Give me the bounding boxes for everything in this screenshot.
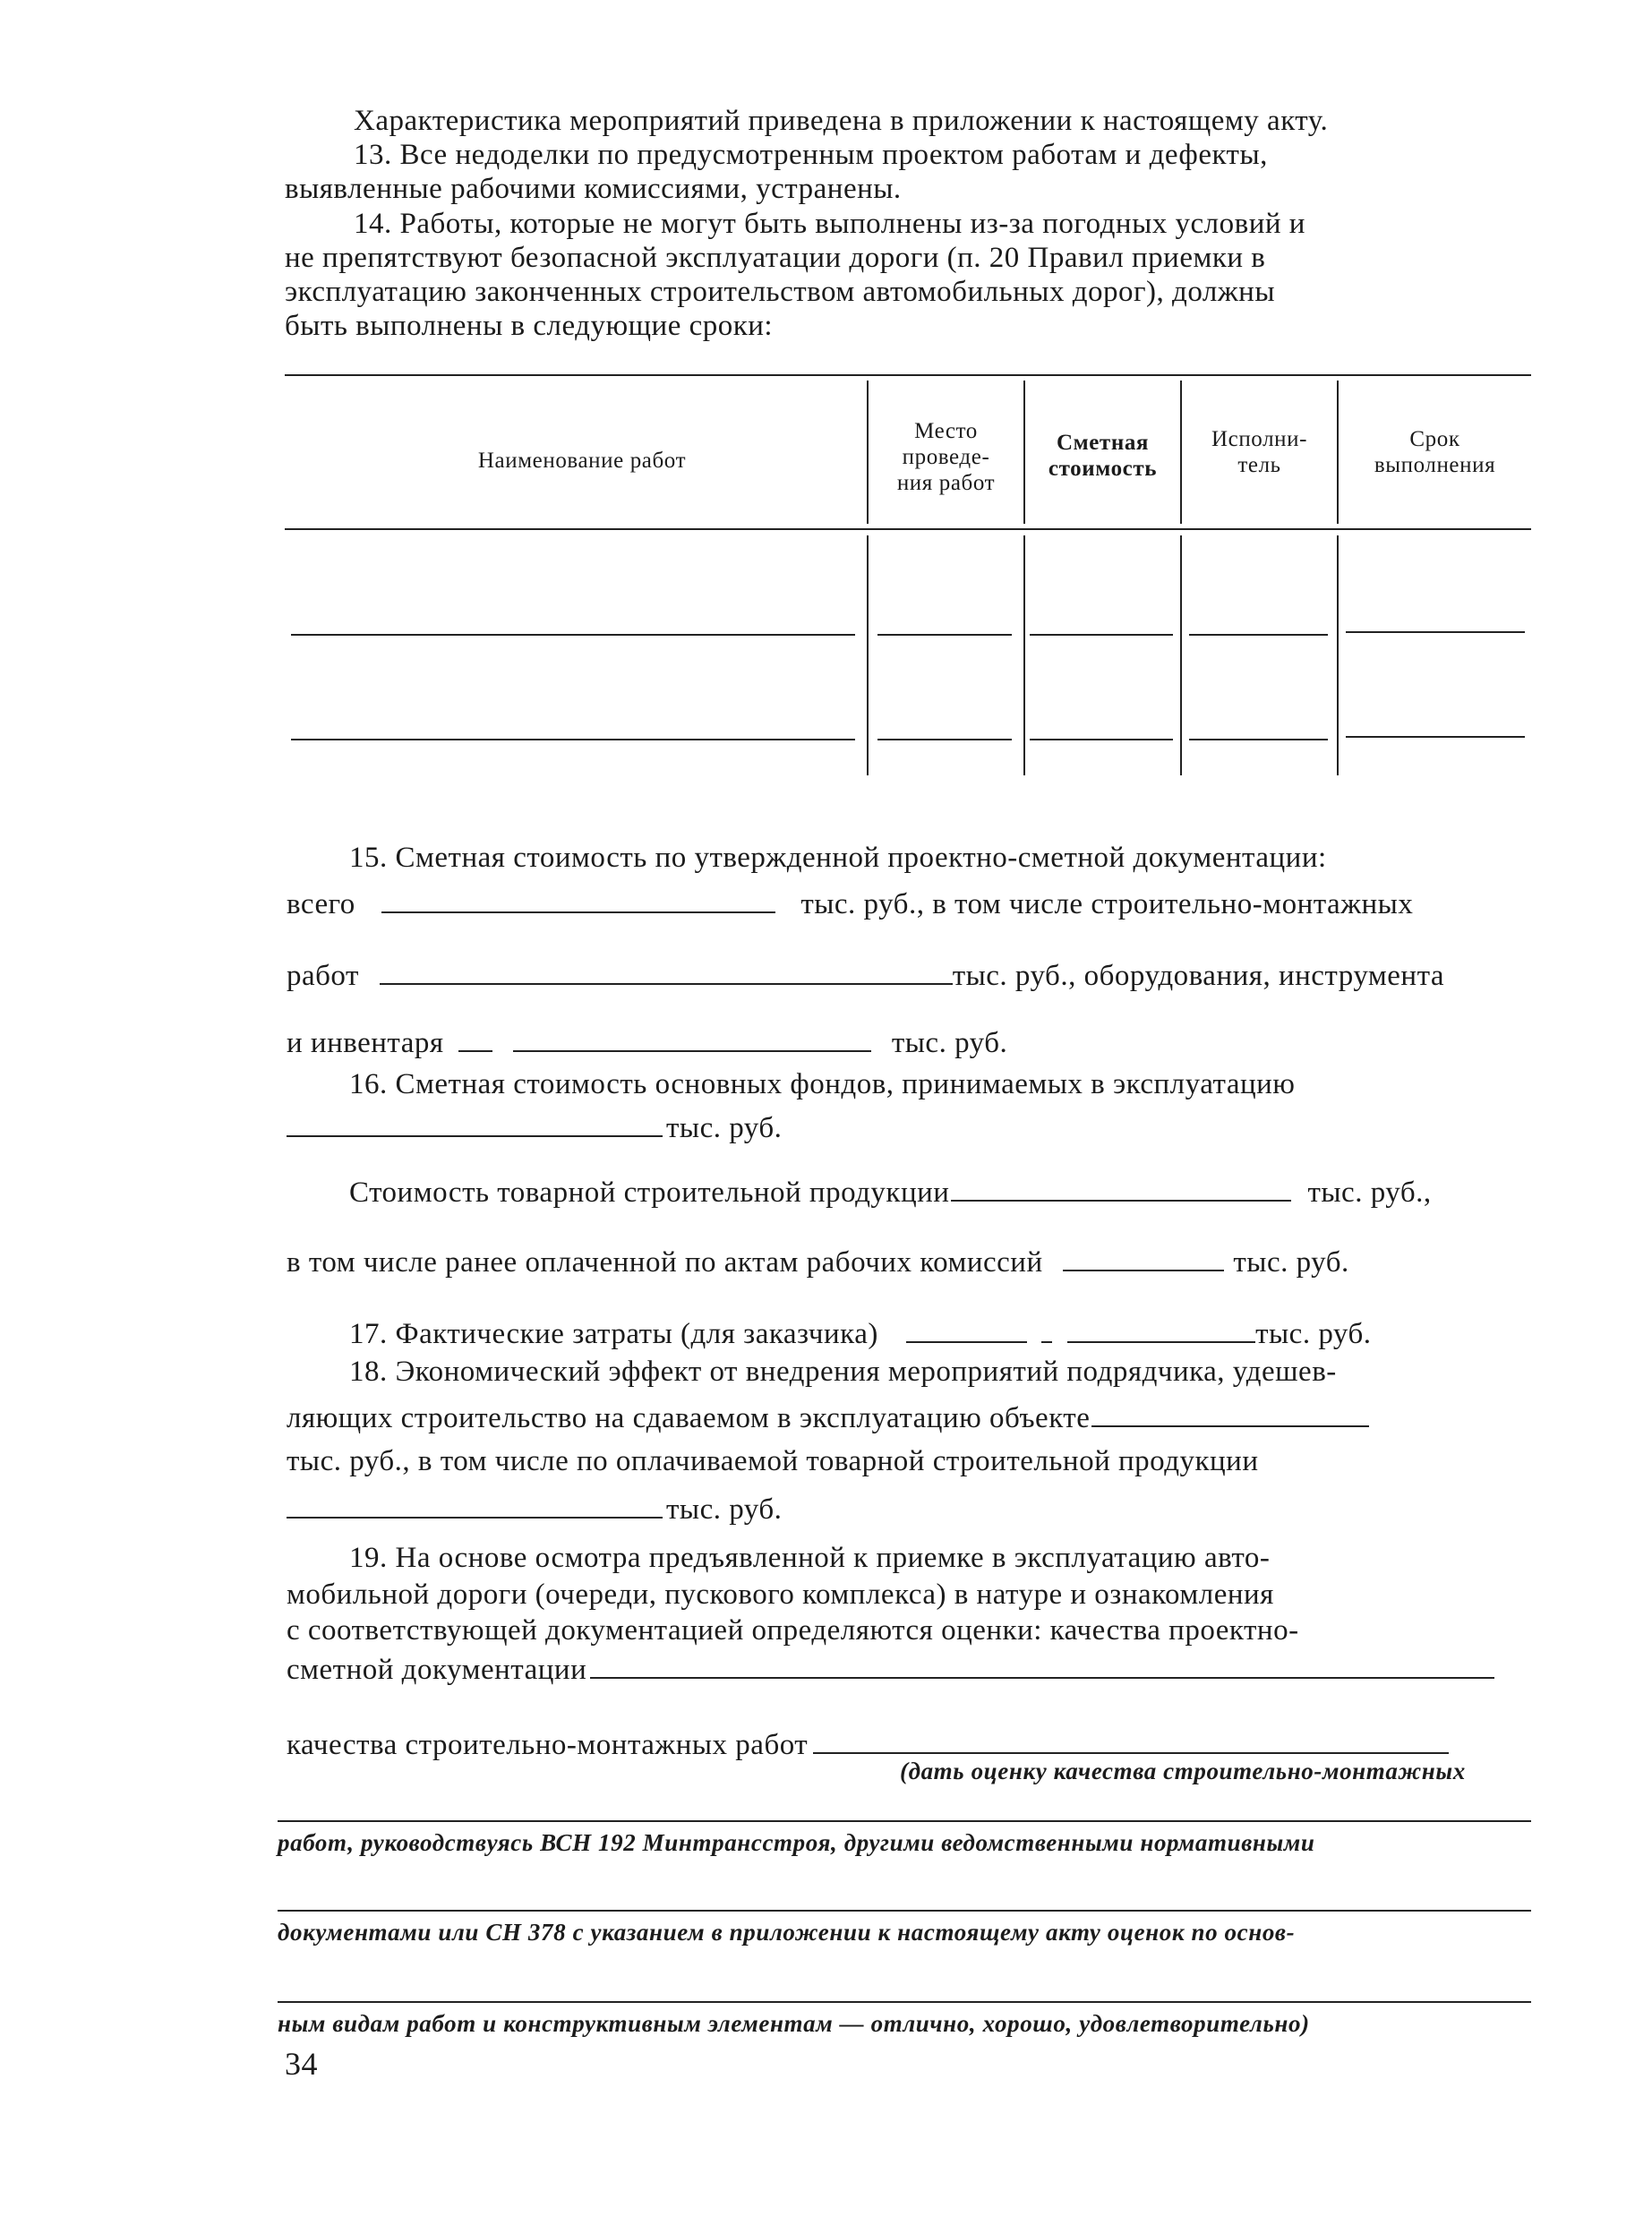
header-text: Срок bbox=[1409, 427, 1460, 451]
p19-line1: 19. На основе осмотра предъявленной к приемке в эксплуатацию авто- bbox=[349, 1542, 1271, 1574]
p19-line4 bbox=[287, 1650, 1494, 1687]
table-row-line bbox=[1030, 739, 1173, 740]
product-effect-field[interactable] bbox=[287, 1490, 663, 1519]
p16-line2 bbox=[287, 1108, 782, 1145]
quality-note-line4: ным видам работ и конструктивным элементам — отлично, хорошо, удовлетворительно) bbox=[278, 2010, 1310, 2037]
economic-effect-field[interactable] bbox=[1091, 1399, 1369, 1427]
p18-line2 bbox=[287, 1399, 1369, 1435]
table-row-line bbox=[1030, 634, 1173, 636]
p14-line3: эксплуатацию законченных строительством автомобильных дорог), должны bbox=[285, 276, 1276, 308]
header-text: проведе- bbox=[902, 445, 990, 469]
p19-line2: мобильной дороги (очереди, пускового комплекса) в натуре и ознакомления bbox=[287, 1578, 1274, 1611]
label: сметной документации bbox=[287, 1654, 587, 1686]
table-header-cost bbox=[1025, 430, 1180, 482]
paid-cost-field[interactable] bbox=[1063, 1243, 1224, 1271]
p16-line3 bbox=[349, 1173, 1432, 1210]
p15-line1: 15. Сметная стоимость по утвержденной проектно-сметной документации: bbox=[349, 842, 1327, 874]
label: тыс. руб. bbox=[666, 1112, 783, 1144]
total-cost-field[interactable] bbox=[381, 885, 775, 913]
label: качества строительно-монтажных работ bbox=[287, 1729, 809, 1761]
p13-line2: выявленные рабочими комиссиями, устранены. bbox=[285, 173, 902, 205]
construction-cost-field[interactable] bbox=[380, 956, 953, 985]
actual-cost-field-a[interactable] bbox=[906, 1314, 1027, 1343]
p14-line1: 14. Работы, которые не могут быть выполнены из-за погодных условий и bbox=[354, 208, 1305, 240]
quality-line[interactable] bbox=[278, 2001, 1531, 2003]
table-header-name: Наименование работ bbox=[477, 449, 687, 473]
header-text: тель bbox=[1237, 453, 1281, 477]
table-row-line bbox=[1346, 736, 1525, 738]
label: тыс. руб., оборудования, инструмента bbox=[952, 960, 1445, 992]
header-text: ния работ bbox=[896, 471, 996, 495]
label: тыс. руб. bbox=[1255, 1318, 1372, 1350]
label: тыс. руб., bbox=[1307, 1176, 1432, 1209]
label: тыс. руб. bbox=[1233, 1246, 1349, 1279]
fixed-assets-field[interactable] bbox=[287, 1108, 663, 1137]
table-divider bbox=[867, 535, 869, 775]
table-header-place bbox=[869, 418, 1023, 496]
product-cost-field[interactable] bbox=[951, 1173, 1291, 1202]
construction-quality-field[interactable] bbox=[813, 1725, 1449, 1754]
p17-line bbox=[349, 1314, 1372, 1351]
quality-note-line1: (дать оценку качества строительно-монтажных bbox=[900, 1758, 1466, 1784]
actual-cost-field-c[interactable] bbox=[1067, 1314, 1255, 1343]
header-text: стоимость bbox=[1048, 457, 1158, 481]
p16-line4 bbox=[287, 1243, 1349, 1279]
p16-line1: 16. Сметная стоимость основных фондов, принимаемых в эксплуатацию bbox=[349, 1068, 1296, 1100]
p18-line4 bbox=[287, 1490, 782, 1527]
design-quality-field[interactable] bbox=[590, 1650, 1494, 1679]
p15-line3 bbox=[287, 956, 1444, 993]
actual-cost-field-b[interactable] bbox=[1041, 1314, 1052, 1343]
label: тыс. руб. bbox=[666, 1493, 783, 1526]
table-header-executor bbox=[1182, 426, 1337, 478]
table-header-deadline bbox=[1339, 426, 1531, 478]
inventory-cost-field-b[interactable] bbox=[513, 1023, 871, 1052]
p13-text: 13. Все недоделки по предусмотренным проектом работам и дефекты, bbox=[354, 139, 1268, 171]
p14-line2: не препятствуют безопасной эксплуатации дороги (п. 20 Правил приемки в bbox=[285, 242, 1266, 274]
label: ляющих строительство на сдаваемом в эксплуатацию объекте bbox=[287, 1402, 1091, 1434]
label: и инвентаря bbox=[287, 1027, 444, 1059]
label: работ bbox=[287, 960, 359, 992]
page-number: 34 bbox=[285, 2046, 318, 2082]
inventory-cost-field-a[interactable] bbox=[458, 1023, 492, 1052]
p19-line5 bbox=[287, 1725, 1449, 1762]
quality-line[interactable] bbox=[278, 1910, 1531, 1912]
label: тыс. руб. bbox=[891, 1027, 1008, 1059]
table-row-line bbox=[877, 634, 1012, 636]
p19-line3: с соответствующей документацией определяются оценки: качества проектно- bbox=[287, 1614, 1299, 1647]
table-header-border bbox=[285, 528, 1531, 530]
intro-line: Характеристика мероприятий приведена в приложении к настоящему акту. bbox=[354, 105, 1329, 137]
label: в том числе ранее оплаченной по актам рабочих комиссий bbox=[287, 1246, 1043, 1279]
header-text: выполнения bbox=[1374, 453, 1496, 477]
p18-line1: 18. Экономический эффект от внедрения мероприятий подрядчика, удешев- bbox=[349, 1356, 1337, 1388]
table-row-line bbox=[291, 739, 855, 740]
table-row-line bbox=[1189, 634, 1328, 636]
p15-line4 bbox=[287, 1023, 1007, 1060]
table-row-line bbox=[877, 739, 1012, 740]
quality-line[interactable] bbox=[278, 1820, 1531, 1822]
table-top-border bbox=[285, 374, 1531, 376]
label: всего bbox=[287, 888, 355, 920]
quality-note-line3: документами или СН 378 с указанием в приложении к настоящему акту оценок по основ- bbox=[278, 1919, 1296, 1946]
p13-line1 bbox=[354, 139, 1528, 172]
quality-note-line2: работ, руководствуясь ВСН 192 Минтрансстроя, другими ведомственными нормативными bbox=[278, 1829, 1315, 1856]
p18-line3: тыс. руб., в том числе по оплачиваемой товарной строительной продукции bbox=[287, 1445, 1259, 1477]
table-row-line bbox=[1346, 631, 1525, 633]
table-divider bbox=[1337, 535, 1339, 775]
label: тыс. руб., в том числе строительно-монтажных bbox=[800, 888, 1414, 920]
table-row-line bbox=[291, 634, 855, 636]
table-divider bbox=[1180, 535, 1182, 775]
p14-line4: быть выполнены в следующие сроки: bbox=[285, 310, 774, 342]
table-divider bbox=[1023, 535, 1025, 775]
header-text: Сметная bbox=[1056, 431, 1150, 455]
header-text: Исполни- bbox=[1211, 427, 1308, 451]
p15-line2 bbox=[287, 885, 1413, 921]
table-row-line bbox=[1189, 739, 1328, 740]
label: 17. Фактические затраты (для заказчика) bbox=[349, 1318, 878, 1350]
label: Стоимость товарной строительной продукции bbox=[349, 1176, 950, 1209]
header-text: Место bbox=[914, 419, 978, 443]
